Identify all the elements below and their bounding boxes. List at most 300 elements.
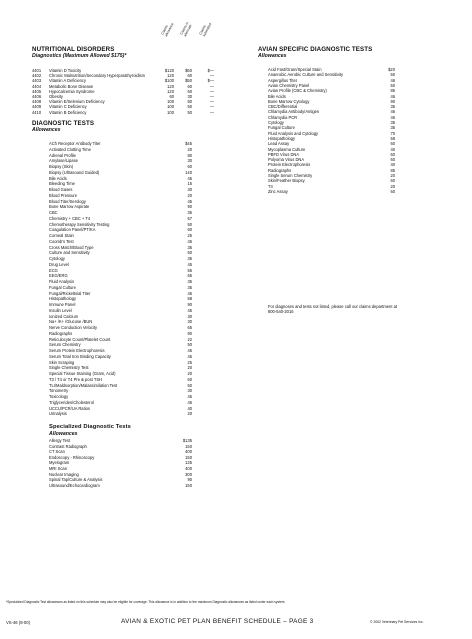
row-name: Blood Titer/Serology <box>49 198 86 204</box>
avian-row <box>268 125 395 130</box>
avian-row <box>268 152 395 157</box>
row-allowance: $100 <box>164 78 174 84</box>
row-amount: 15 <box>187 181 192 187</box>
diagnostic-row <box>49 216 192 221</box>
column-header: Claims in alternate <box>179 21 193 38</box>
diagnostic-row <box>49 147 192 152</box>
avian-row <box>268 131 395 136</box>
row-alternate: 60 <box>187 88 192 94</box>
row-name: Culture and Sensitivity <box>49 250 90 256</box>
specialized-subtitle: Allowances <box>49 431 78 437</box>
diagnostic-row <box>49 354 192 359</box>
row-amount: 35 <box>390 104 395 110</box>
row-amount: 400 <box>185 466 192 471</box>
row-name: Drug Level <box>49 261 69 267</box>
row-name: Fluid Analysis and Cytology <box>268 130 319 136</box>
row-submitted: — <box>209 88 214 94</box>
diagnostic-row <box>49 337 192 342</box>
avian-row <box>268 78 395 83</box>
row-name: Activated Clotting Time <box>49 146 91 152</box>
diagnostic-subtitle: Allowances <box>32 127 61 133</box>
diagnostic-row <box>49 262 192 267</box>
row-amount: 35 <box>187 256 192 261</box>
row-amount: 90 <box>390 98 395 104</box>
row-allowance: $120 <box>164 68 174 73</box>
row-amount: 45 <box>187 348 192 353</box>
row-name: Bile Acids <box>268 93 286 99</box>
row-alternate: 30 <box>187 94 192 99</box>
page-title: AVIAN & EXOTIC PET PLAN BENEFIT SCHEDULE – PAGE 3 <box>121 618 314 625</box>
row-amount: 67 <box>187 215 192 221</box>
row-amount: 45 <box>187 394 192 399</box>
row-amount: 46 <box>187 175 192 181</box>
row-name: Chemotherapy Sensitivity Testing <box>49 221 110 227</box>
row-name: Hypocalcemia Syndrome <box>49 88 95 94</box>
row-amount: 60 <box>390 151 395 157</box>
row-amount: 300 <box>185 471 192 477</box>
diagnostic-row <box>49 383 192 388</box>
row-amount: 70 <box>390 130 395 136</box>
row-name: Vitamin A Deficiency <box>49 78 87 84</box>
row-name: Vitamin B Deficiency <box>49 109 87 115</box>
row-name: Histopathology <box>268 135 296 141</box>
row-code: 4406 <box>32 94 42 99</box>
row-amount: 150 <box>185 482 192 488</box>
diagnostic-row <box>49 250 192 255</box>
diagnostic-row <box>49 342 192 347</box>
diagnostic-row <box>49 164 192 169</box>
row-name: Zinc Assay <box>268 188 288 194</box>
row-amount: 20 <box>187 411 192 417</box>
row-name: Endoscopy - Rhinoscopy <box>49 454 95 460</box>
diagnostic-row <box>49 256 192 261</box>
row-name: Myelogram <box>49 460 70 466</box>
row-name: T4 <box>268 183 273 189</box>
row-amount: 35 <box>390 120 395 125</box>
diagnostic-row <box>49 302 192 307</box>
row-code: 4409 <box>32 104 42 110</box>
row-amount: 40 <box>390 162 395 168</box>
row-name: MRI Scan <box>49 466 67 471</box>
diagnostic-row <box>49 222 192 227</box>
diagnostic-row <box>49 245 192 250</box>
diagnostic-row <box>49 388 192 393</box>
row-name: Blood Gases <box>49 187 73 192</box>
row-amount: 46 <box>390 114 395 120</box>
row-amount: 150 <box>185 454 192 460</box>
row-amount: 35 <box>187 284 192 290</box>
row-code: 4408 <box>32 99 42 105</box>
avian-subtitle: Allowances <box>258 53 287 59</box>
row-allowance: 120 <box>167 73 174 79</box>
diagnostic-row <box>49 210 192 215</box>
avian-row <box>268 99 395 104</box>
row-name: T3 / T4 or T4 Pre & post TSH <box>49 376 103 382</box>
row-alternate: 50 <box>187 104 192 110</box>
row-allowance: 100 <box>167 104 174 110</box>
diagnostic-row <box>49 199 192 204</box>
row-amount: 60 <box>187 376 192 382</box>
row-name: Lead Assay <box>268 141 290 147</box>
row-amount: 30 <box>187 158 192 164</box>
row-alternate: $60 <box>185 68 192 73</box>
row-amount: 50 <box>187 221 192 227</box>
row-amount: 20 <box>187 371 192 376</box>
diagnostic-row <box>49 331 192 336</box>
row-name: Cross Match/Blood Type <box>49 244 94 250</box>
specialized-row <box>49 466 192 471</box>
row-amount: 140 <box>185 169 192 175</box>
copyright: © 2002 Veterinary Pet Services Inc. <box>370 620 424 624</box>
row-amount: 50 <box>390 82 395 88</box>
row-amount: 20 <box>187 192 192 198</box>
row-name: Avian Chemistry Panel <box>268 82 310 88</box>
specialized-row <box>49 449 192 454</box>
row-amount: 50 <box>187 382 192 388</box>
row-amount: 60 <box>390 141 395 147</box>
row-name: Chemistry + CBC + T4 <box>49 215 91 221</box>
row-allowance: 100 <box>167 109 174 115</box>
row-submitted: — <box>209 104 214 110</box>
row-amount: 35 <box>390 125 395 131</box>
row-name: Chronic Malnutrition/Secondary Hyperparathyroidism <box>49 73 146 79</box>
diagnostic-row <box>49 371 192 376</box>
diagnostic-row <box>49 273 192 278</box>
row-code: 4402 <box>32 73 42 79</box>
row-amount: 45 <box>187 198 192 204</box>
row-amount: 35 <box>187 279 192 284</box>
specialized-row <box>49 477 192 482</box>
row-amount: 30 <box>187 388 192 394</box>
specialized-title: Specialized Diagnostic Tests <box>49 424 131 430</box>
row-name: Single Chemistry Test <box>49 365 89 371</box>
avian-row <box>268 168 395 173</box>
row-name: Special Tissue Staining (Gram, Acid) <box>49 371 116 376</box>
row-name: ECG <box>49 267 58 273</box>
row-name: Cytology <box>49 256 65 261</box>
row-amount: 46 <box>390 93 395 99</box>
row-name: Toxicology <box>49 394 69 399</box>
row-amount: 45 <box>187 238 192 244</box>
row-name: Contrast Radiograph <box>49 443 87 449</box>
diagnostic-row <box>49 285 192 290</box>
nutritional-title: NUTRITIONAL DISORDERS <box>32 46 115 53</box>
avian-row <box>268 72 395 77</box>
row-submitted: — <box>209 109 214 115</box>
row-amount: 55 <box>187 267 192 273</box>
avian-row <box>268 88 395 93</box>
diagnostic-row <box>49 204 192 209</box>
specialized-row <box>49 455 192 460</box>
row-name: Bone Marrow Aspirate <box>49 204 90 210</box>
row-amount: 90 <box>187 302 192 307</box>
row-name: Amylase/Lipase <box>49 158 78 164</box>
diagnostic-row <box>49 411 192 416</box>
specialized-row <box>49 444 192 449</box>
row-name: Radiographs <box>49 330 73 336</box>
row-code: 4405 <box>32 88 42 94</box>
row-amount: 20 <box>187 146 192 152</box>
diagnostic-row <box>49 348 192 353</box>
row-allowance: 120 <box>167 83 174 89</box>
avian-row <box>268 147 395 152</box>
row-amount: 25 <box>187 233 192 238</box>
row-name: Metabolic Bone Disease <box>49 83 94 89</box>
specialized-row <box>49 438 192 443</box>
diagnostic-row <box>49 181 192 186</box>
row-amount: 400 <box>185 449 192 455</box>
diagnostic-row <box>49 239 192 244</box>
row-amount: 85 <box>390 167 395 173</box>
row-name: Na+ /K+ /Glucose /BUN <box>49 319 93 325</box>
row-name: Fungal/Rickettsial Titer <box>49 290 91 296</box>
row-name: Single Serum Chemistry <box>268 173 313 178</box>
diagnostic-row <box>49 193 192 198</box>
row-amount: 90 <box>187 330 192 336</box>
row-name: Tonometry <box>49 388 69 394</box>
avian-row <box>268 109 395 114</box>
diagnostic-row <box>49 308 192 313</box>
diagnostic-title: DIAGNOSTIC TESTS <box>32 120 95 127</box>
row-amount: 20 <box>390 173 395 178</box>
row-name: Reticulocyte Count/Platelet Count <box>49 336 111 342</box>
diagnostic-row <box>49 406 192 411</box>
row-amount: 80 <box>187 152 192 158</box>
avian-row <box>268 189 395 194</box>
row-name: Serum Chemistry <box>49 342 81 348</box>
row-amount: 20 <box>187 365 192 371</box>
row-amount: 40 <box>187 405 192 411</box>
nutritional-row <box>32 110 232 115</box>
diagnostic-row <box>49 279 192 284</box>
row-amount: 45 <box>187 353 192 359</box>
diagnostic-row <box>49 187 192 192</box>
row-name: Ionized Calcium <box>49 313 79 319</box>
row-amount: 58 <box>187 296 192 302</box>
avian-row <box>268 157 395 162</box>
diagnostic-row <box>49 296 192 301</box>
row-submitted: — <box>209 94 214 99</box>
row-submitted: $— <box>207 78 214 84</box>
row-amount: 45 <box>187 261 192 267</box>
avian-row <box>268 173 395 178</box>
row-amount: 90 <box>187 477 192 483</box>
avian-row <box>268 104 395 109</box>
row-name: ACh Receptor Antibody Titer <box>49 141 101 146</box>
row-allowance: 100 <box>167 99 174 105</box>
avian-row <box>268 178 395 183</box>
row-code: 4410 <box>32 109 42 115</box>
row-name: Aspergillus Titer <box>268 77 298 83</box>
row-amount: 40 <box>390 146 395 152</box>
row-amount: 60 <box>187 164 192 169</box>
row-name: Allergy Test <box>49 438 71 443</box>
diagnostic-row <box>49 314 192 319</box>
diagnostic-row <box>49 291 192 296</box>
row-amount: 90 <box>187 204 192 210</box>
row-amount: 25 <box>187 359 192 365</box>
row-amount: 50 <box>187 250 192 256</box>
row-name: Polyoma Virus DNA <box>268 157 305 163</box>
diagnostic-row <box>49 227 192 232</box>
row-alternate: 50 <box>187 109 192 115</box>
diagnostic-row <box>49 153 192 158</box>
row-name: Avian Profile (CBC & Chemistry) <box>268 88 327 94</box>
row-amount: 60 <box>390 178 395 184</box>
row-name: Cytology <box>268 120 284 125</box>
specialized-row <box>49 472 192 477</box>
diagnostic-row <box>49 360 192 365</box>
row-name: Fungal Culture <box>268 125 295 131</box>
row-amount: 135 <box>185 460 192 466</box>
row-amount: 60 <box>187 227 192 233</box>
avian-row <box>268 94 395 99</box>
row-alternate: 60 <box>187 73 192 79</box>
row-amount: 65 <box>187 325 192 330</box>
row-name: Bile Acids <box>49 175 67 181</box>
row-name: Serum Total Iron Binding Capacity <box>49 353 111 359</box>
avian-row <box>268 67 395 72</box>
row-amount: 58 <box>390 135 395 141</box>
row-allowance: 60 <box>169 94 174 99</box>
row-amount: 60 <box>390 157 395 163</box>
avian-row <box>268 136 395 141</box>
row-amount: 46 <box>390 109 395 115</box>
diagnostic-row <box>49 377 192 382</box>
avian-title: AVIAN SPECIFIC DIAGNOSTIC TESTS <box>258 46 373 53</box>
row-name: Chlamydia PCR <box>268 114 298 120</box>
avian-note: For diagnoses and tests not listed, please call our claims department at 800-540-2016 <box>268 304 398 315</box>
specialized-row <box>49 483 192 488</box>
row-amount: 20 <box>390 183 395 189</box>
row-amount: 46 <box>390 77 395 83</box>
footnote: *Specialized Diagnostic Test allowances as listed on this schedule may also be eligible for coverage. This allowance is in addition to the maximum Diagnostic allowances as listed under each system. <box>6 600 286 604</box>
row-name: Immune Panel <box>49 302 76 307</box>
row-submitted: — <box>209 73 214 79</box>
row-amount: 150 <box>185 443 192 449</box>
row-name: Protein Electrophoresis <box>268 162 311 168</box>
row-name: Corneal Stain <box>49 233 74 238</box>
avian-row <box>268 141 395 146</box>
row-amount: 65 <box>187 273 192 279</box>
row-name: Radiographs <box>268 167 292 173</box>
row-submitted: $— <box>207 68 214 73</box>
row-name: Vitamin E/Selenium Deficiency <box>49 99 105 105</box>
row-name: Bone Marrow Cytology <box>268 98 310 104</box>
row-name: Adrenal Profile <box>49 152 76 158</box>
row-name: Chlamydia Antibody/Antigen <box>268 109 320 115</box>
row-amount: 30 <box>187 187 192 192</box>
diagnostic-row <box>49 394 192 399</box>
row-name: Fluid Analysis <box>49 279 75 284</box>
diagnostic-row <box>49 365 192 370</box>
avian-row <box>268 184 395 189</box>
row-amount: 45 <box>187 399 192 405</box>
row-name: Mycoplasma Culture <box>268 146 306 152</box>
row-name: Insulin Level <box>49 307 72 313</box>
column-header: Claims allowance <box>160 22 175 38</box>
row-name: Bleeding Time <box>49 181 75 187</box>
row-alternate: 50 <box>187 99 192 105</box>
row-allowance: 120 <box>167 88 174 94</box>
row-name: Skin/Feather Biopsy <box>268 178 305 184</box>
row-code: 4401 <box>32 68 42 73</box>
avian-row <box>268 162 395 167</box>
row-name: Triglycerides/Cholesterol <box>49 399 94 405</box>
row-name: Coagulation Panel/PT/KA <box>49 227 96 233</box>
row-name: CBC/Differential <box>268 104 298 110</box>
row-code: 4403 <box>32 78 42 84</box>
row-name: Histopathology <box>49 296 77 302</box>
diagnostic-row <box>49 325 192 330</box>
row-name: TLI/Maldsorption/Malassimilation Test <box>49 382 118 388</box>
diagnostic-row <box>49 268 192 273</box>
avian-row <box>268 83 395 88</box>
diagnostic-row <box>49 400 192 405</box>
row-name: Spinal Tap/Culture & Analysis <box>49 477 103 483</box>
row-name: EEG/ERG <box>49 273 68 279</box>
row-amount: 50 <box>390 72 395 78</box>
nutritional-subtitle: Diagnostics (Maximum Allowed $175)* <box>32 53 127 59</box>
row-name: Acid Fast/Gram/Special Stain <box>268 67 322 72</box>
row-amount: 45 <box>187 290 192 296</box>
row-amount: $20 <box>388 67 395 72</box>
row-name: Vitamin D Toxicity <box>49 68 82 73</box>
row-name: Skin Scraping <box>49 359 75 365</box>
row-name: Fungal Culture <box>49 284 76 290</box>
row-name: PBFD Virus DNA <box>268 151 300 157</box>
row-amount: 85 <box>390 88 395 94</box>
row-alternate: $50 <box>185 78 192 84</box>
row-name: Biopsy (Ultrasound Guided) <box>49 169 100 175</box>
avian-row <box>268 120 395 125</box>
row-amount: 30 <box>187 313 192 319</box>
row-alternate: 60 <box>187 83 192 89</box>
row-name: Biopsy (Skin) <box>49 164 74 169</box>
diagnostic-row <box>49 158 192 163</box>
row-amount: 60 <box>390 188 395 194</box>
diagnostic-row <box>49 176 192 181</box>
row-submitted: — <box>209 99 214 105</box>
row-amount: 22 <box>187 336 192 342</box>
diagnostic-row <box>49 233 192 238</box>
row-name: Serum Protein Electrophoresis <box>49 348 105 353</box>
specialized-row <box>49 460 192 465</box>
row-amount: $45 <box>185 141 192 146</box>
row-name: Anaerobic Aerobic Culture and Sensitivity <box>268 72 344 78</box>
diagnostic-row <box>49 170 192 175</box>
row-name: CBC <box>49 210 58 215</box>
row-amount: 35 <box>187 210 192 215</box>
row-name: UCCU/PCR/UA Ratios <box>49 405 90 411</box>
row-code: 4404 <box>32 83 42 89</box>
avian-row <box>268 115 395 120</box>
row-name: Blood Pressure <box>49 192 77 198</box>
row-name: Vitamin C Deficiency <box>49 104 87 110</box>
row-submitted: — <box>209 83 214 89</box>
diagnostic-row <box>49 319 192 324</box>
row-name: Obesity <box>49 94 63 99</box>
form-number: VS-46 (8-00) <box>6 620 30 625</box>
row-name: Nuclear Imaging <box>49 471 79 477</box>
row-amount: 45 <box>187 307 192 313</box>
row-amount: 35 <box>187 244 192 250</box>
row-name: Nerve Conduction Velocity <box>49 325 98 330</box>
row-amount: 50 <box>187 342 192 348</box>
row-name: Urinalysis <box>49 411 67 417</box>
diagnostic-row <box>49 141 192 146</box>
row-name: Coomb's Test <box>49 238 74 244</box>
